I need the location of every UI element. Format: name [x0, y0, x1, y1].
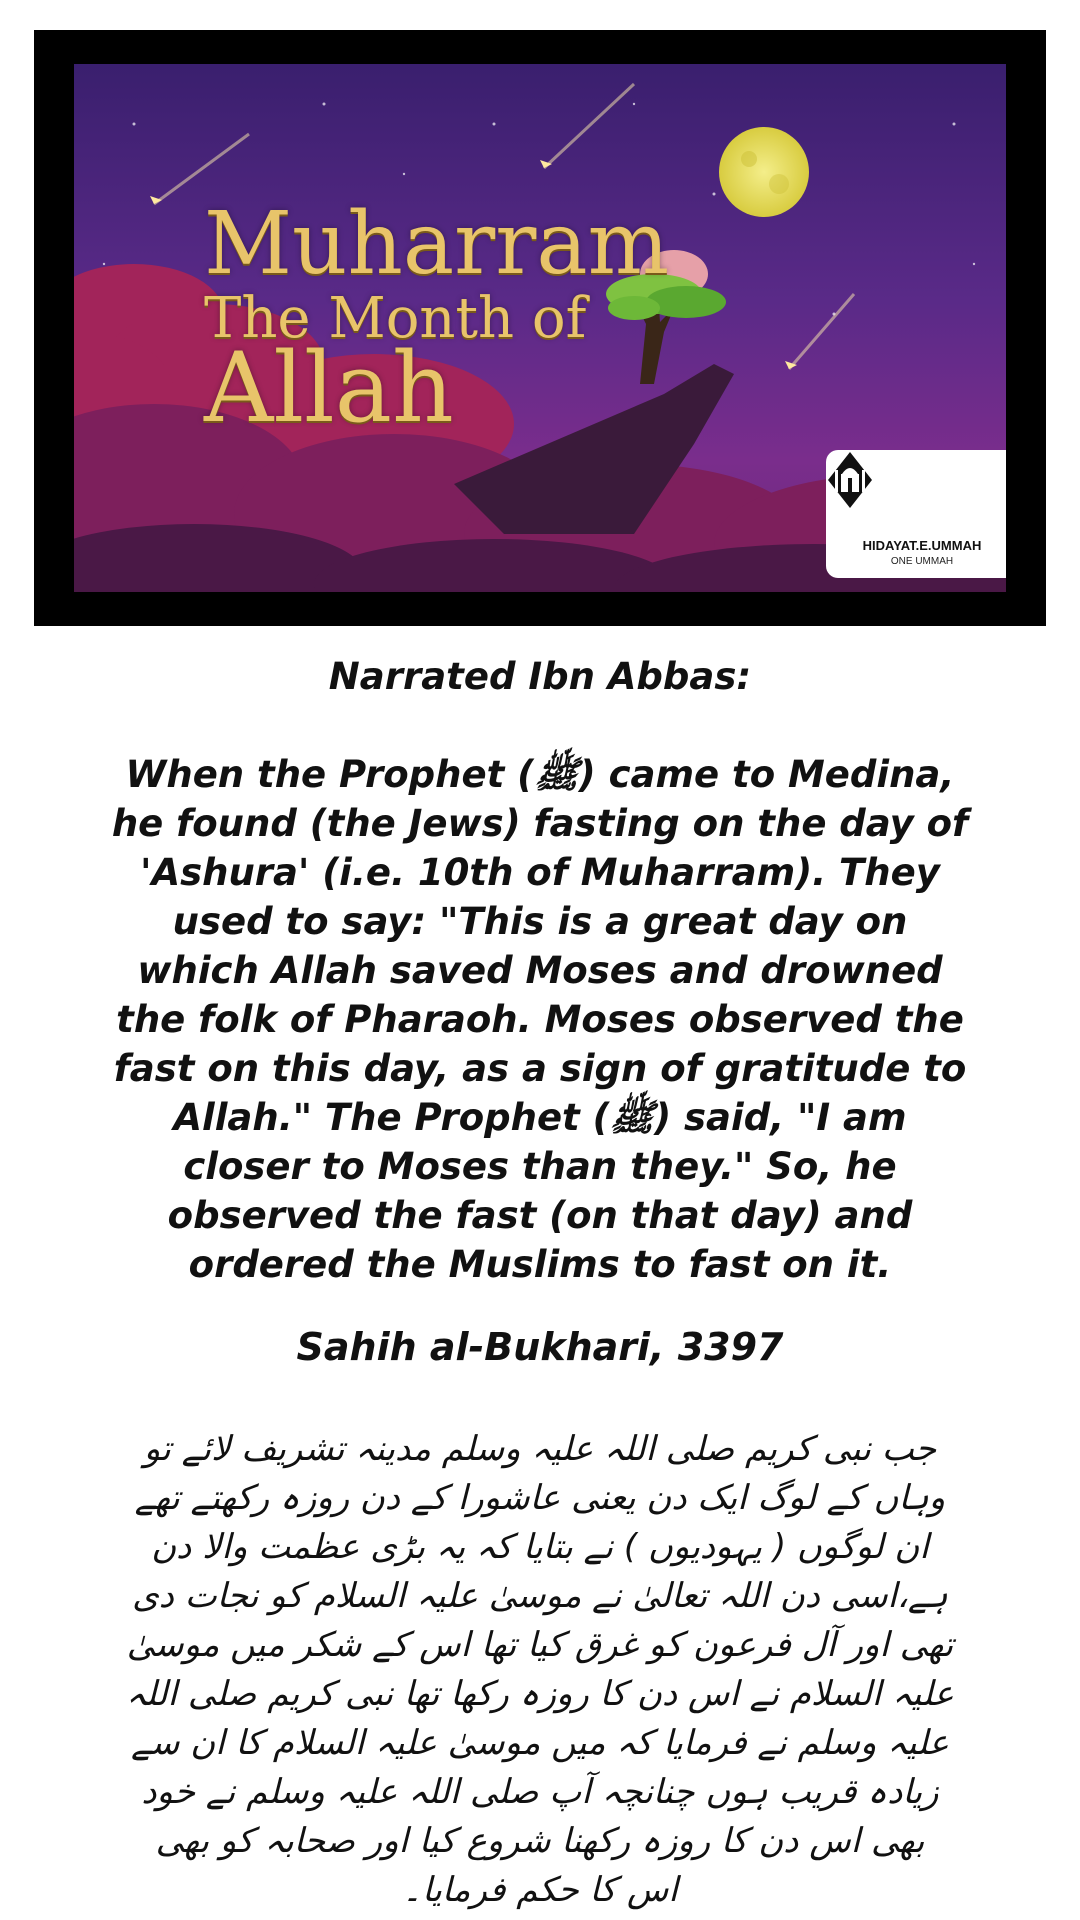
brand-logo-badge	[826, 450, 1006, 578]
hadith-line: the folk of Pharaoh. Moses observed the	[116, 998, 964, 1041]
logo-tagline: ONE UMMAH	[890, 556, 954, 567]
banner-title-line1: Muharram	[204, 194, 670, 294]
hadith-line: Allah." The Prophet (ﷺ) said, "I am	[173, 1096, 907, 1139]
hadith-source: Sahih al-Bukhari, 3397	[296, 1325, 784, 1369]
narrator-heading: Narrated Ibn Abbas:	[328, 655, 752, 698]
urdu-line: ان لوگوں ( یہودیوں ) نے بتایا کہ یہ بڑی عظمت والا دن	[151, 1527, 929, 1567]
hadith-line: When the Prophet (ﷺ) came to Medina,	[125, 753, 955, 796]
hadith-line: ordered the Muslims to fast on it.	[188, 1243, 892, 1286]
hadith-line: closer to Moses than they." So, he	[183, 1145, 897, 1188]
logo-name: HIDAYAT.E.UMMAH	[862, 538, 982, 553]
banner-image	[74, 64, 1006, 592]
urdu-line: ہے،اسی دن اللہ تعالیٰ نے موسیٰ علیہ السلام کو نجات دی	[132, 1576, 948, 1616]
hadith-line: observed the fast (on that day) and	[167, 1194, 913, 1237]
urdu-line: علیہ وسلم نے فرمایا کہ میں موسیٰ علیہ السلام کا ان سے	[131, 1723, 949, 1763]
hadith-line: which Allah saved Moses and drowned	[137, 949, 943, 992]
urdu-line: تھی اور آل فرعون کو غرق کیا تھا اس کے شکر میں موسیٰ	[126, 1625, 954, 1665]
hadith-text-english	[40, 750, 1040, 1289]
urdu-line: علیہ السلام نے اس دن کا روزہ رکھا تھا نبی کریم صلی اللہ	[126, 1674, 954, 1714]
banner-title-line2: The Month of	[204, 286, 587, 351]
banner-title-line3: Allah	[204, 332, 454, 444]
banner-frame	[34, 30, 1046, 626]
hadith-line: he found (the Jews) fasting on the day of	[111, 802, 969, 845]
hadith-line: fast on this day, as a sign of gratitude to	[113, 1047, 967, 1090]
urdu-line: جب نبی کریم صلی اللہ علیہ وسلم مدینہ تشریف لائے تو	[143, 1429, 937, 1469]
hadith-line: 'Ashura' (i.e. 10th of Muharram). They	[140, 851, 940, 894]
hadith-line: used to say: "This is a great day on	[172, 900, 908, 943]
urdu-line: وہاں کے لوگ ایک دن یعنی عاشورا کے دن روزہ رکھتے تھے	[134, 1478, 946, 1518]
hadith-text-urdu	[56, 1425, 1024, 1915]
urdu-line: اس کا حکم فرمایا۔	[402, 1870, 678, 1910]
mosque-logo-icon	[826, 450, 874, 526]
moon	[719, 127, 809, 217]
urdu-line: بھی اس دن کا روزہ رکھنا شروع کیا اور صحابہ کو بھی	[155, 1821, 925, 1861]
urdu-line: زیادہ قریب ہوں چنانچہ آپ صلی اللہ علیہ وسلم نے خود	[141, 1772, 939, 1812]
